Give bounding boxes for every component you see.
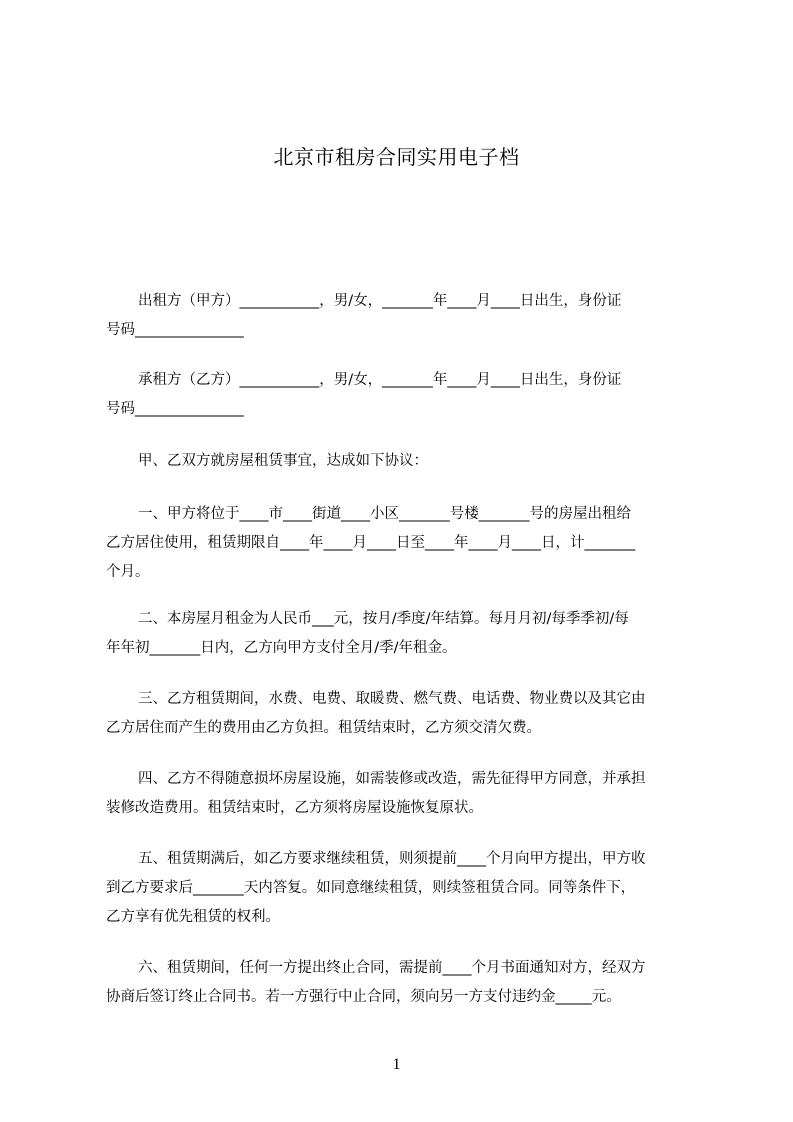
paragraph-line: 号码_______________ — [106, 322, 244, 338]
paragraph-lessee — [106, 366, 706, 424]
clause-4 — [106, 765, 706, 823]
paragraph-line: 二、本房屋月租金为人民币___元，按月/季度/年结算。每月月初/每季季初/每 — [138, 611, 629, 627]
paragraph-line: 三、乙方租赁期间，水费、电费、取暖费、燃气费、电话费、物业费以及其它由 — [138, 691, 646, 707]
paragraph-line: 四、乙方不得随意损坏房屋设施，如需装修或改造，需先征得甲方同意，并承担 — [138, 771, 646, 787]
paragraph-line: 年年初_______日内，乙方向甲方支付全月/季/年租金。 — [106, 640, 457, 656]
paragraph-line: 乙方居住使用，租赁期限自____年____月____日至____年____月____日，计_______ — [106, 535, 636, 551]
clause-3 — [106, 685, 706, 743]
clause-2 — [106, 605, 706, 663]
paragraph-line: 五、租赁期满后，如乙方要求继续租赁，则须提前____个月向甲方提出，甲方收 — [138, 851, 646, 867]
clause-1 — [106, 500, 706, 587]
paragraph-line: 出租方（甲方）___________，男/女，_______年____月____日出生，身份证 — [138, 293, 622, 309]
paragraph-line: 甲、乙双方就房屋租赁事宜，达成如下协议： — [138, 453, 428, 469]
paragraph-line: 乙方享有优先租赁的权利。 — [106, 909, 280, 925]
paragraph-line: 乙方居住而产生的费用由乙方负担。租赁结束时，乙方须交清欠费。 — [106, 720, 541, 736]
paragraph-line: 个月。 — [106, 564, 150, 580]
paragraph-line: 协商后签订终止合同书。若一方强行中止合同，须向另一方支付违约金_____元。 — [106, 989, 621, 1005]
clause-6 — [106, 954, 706, 1012]
page-title: 北京市租房合同实用电子档 — [273, 145, 520, 169]
paragraph-line: 到乙方要求后_______天内答复。如同意继续租赁，则续签租赁合同。同等条件下， — [106, 880, 636, 896]
clause-5 — [106, 845, 706, 932]
paragraph-line: 号码_______________ — [106, 401, 244, 417]
paragraph-line: 承租方（乙方）___________，男/女，_______年____月____日出生，身份证 — [138, 372, 622, 388]
page-number: 1 — [392, 1056, 401, 1073]
paragraph-lessor — [106, 287, 706, 345]
paragraph-agreement-intro — [106, 447, 706, 476]
paragraph-line: 装修改造费用。租赁结束时，乙方须将房屋设施恢复原状。 — [106, 800, 483, 816]
paragraph-line: 一、甲方将位于____市____街道____小区_______号楼_______号的房屋出租给 — [138, 506, 631, 522]
paragraph-line: 六、租赁期间，任何一方提出终止合同，需提前____个月书面通知对方，经双方 — [138, 960, 646, 976]
